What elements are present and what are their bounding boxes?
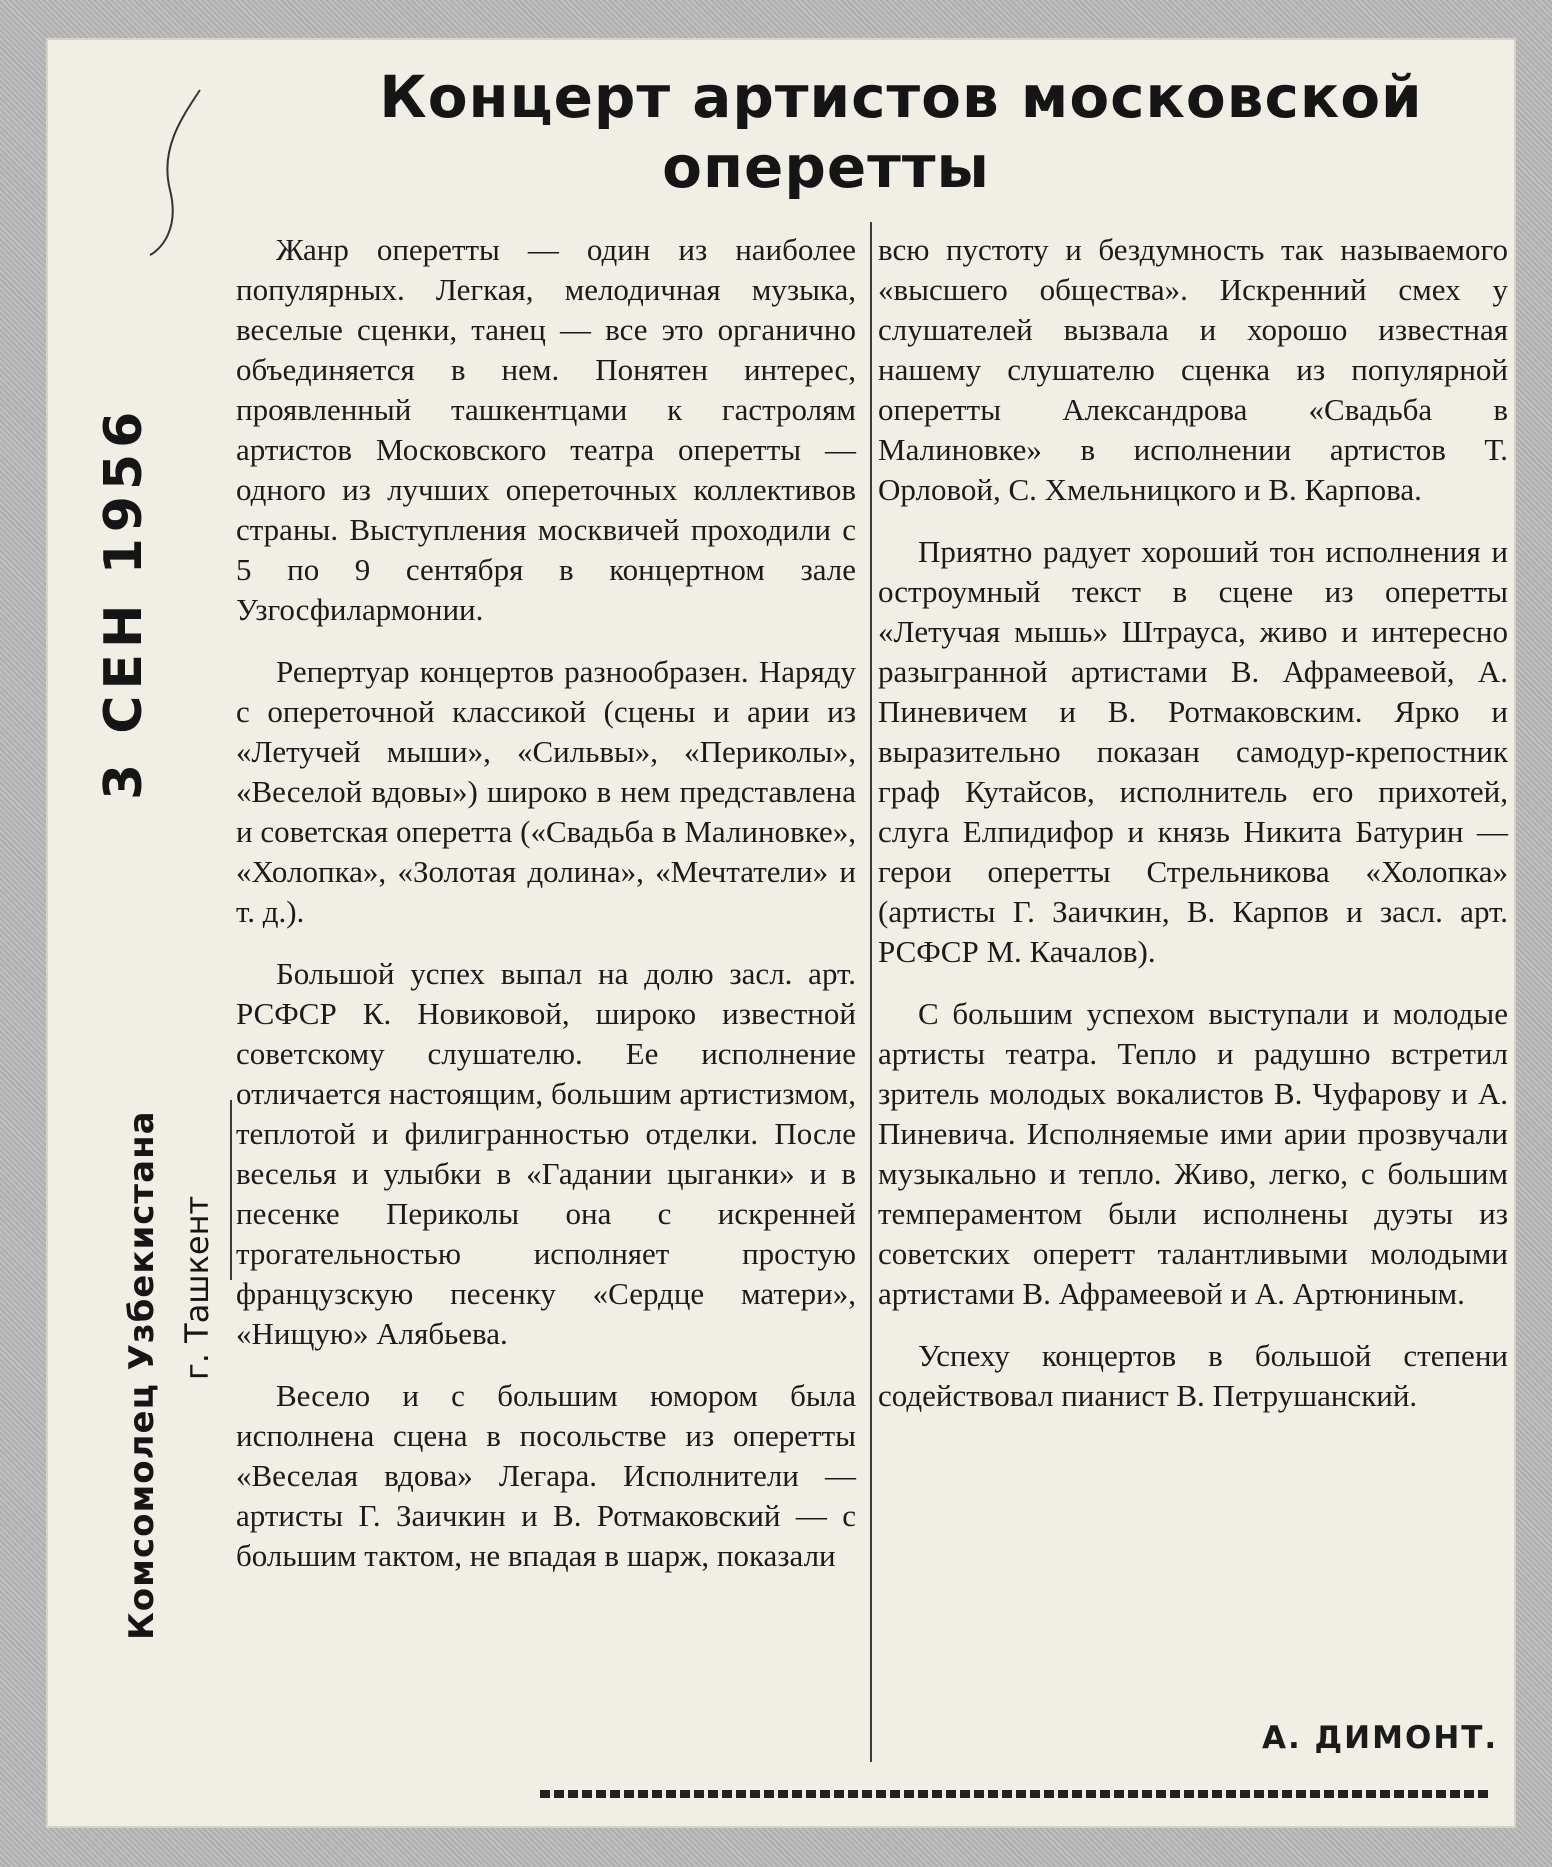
- paragraph: Успеху концертов в большой степени содействовал пианист В. Петрушанский.: [878, 1338, 1508, 1413]
- paragraph: Репертуар концертов разнообразен. Наряду с опереточной классикой (сцены и арии из «Летучей мыши», «Сильвы», «Периколы», «Веселой вдовы») широко в нем представлена и советская оперетта («Свадьба в Малиновке», «Холопка», «Золотая долина», «Мечтатели» и т. д.).: [236, 654, 856, 929]
- paragraph: Приятно радует хороший тон исполнения и остроумный текст в сцене из оперетты «Летучая мышь» Штрауса, живо и интересно разыгранной артистами В. Афрамеевой, А. Пиневичем и В. Ротмаковским. Ярко и выразительно показан самодур-крепостник граф Кутайсов, исполнитель его прихотей, слуга Елпидифор и князь Никита Батурин — герои оперетты Стрельникова «Холопка» (артисты Г. Заичкин, В. Карпов и засл. арт. РСФСР М. Качалов).: [878, 534, 1508, 969]
- bottom-rule: [540, 1790, 1490, 1798]
- left-column: [236, 230, 856, 1598]
- margin-line: [230, 1100, 232, 1280]
- title-line-2: оперетты: [662, 133, 990, 201]
- author-signature: А. ДИМОНТ.: [1262, 1720, 1499, 1756]
- stamp-city: г. Ташкент: [178, 1195, 216, 1380]
- article-title: [0, 62, 1552, 202]
- stamp-date: 3 СЕН 1956: [94, 405, 154, 800]
- stamp-newspaper: Комсомолец Узбекистана: [122, 1110, 162, 1640]
- title-line-1: Концерт артистов московской: [379, 63, 1423, 131]
- column-divider: [870, 222, 872, 1762]
- paragraph: всю пустоту и бездумность так называемого «высшего общества». Искренний смех у слушателей вызвала и хорошо известная нашему слушателю сценка из популярной оперетты Александрова «Свадьба в Малиновке» в исполнении артистов Т. Орловой, С. Хмельницкого и В. Карпова.: [878, 232, 1508, 507]
- paragraph: Большой успех выпал на долю засл. арт. РСФСР К. Новиковой, широко известной советскому слушателю. Ее исполнение отличается настоящим, большим артистизмом, теплотой и филигранностью отделки. После веселья и улыбки в «Гадании цыганки» и в песенке Периколы она с искренней трогательностью исполняет простую французскую песенку «Сердце матери», «Нищую» Алябьева.: [236, 956, 856, 1351]
- paragraph: С большим успехом выступали и молодые артисты театра. Тепло и радушно встретил зритель молодых вокалистов В. Чуфарову и А. Пиневича. Исполняемые ими арии прозвучали музыкально и тепло. Живо, легко, с большим темпераментом были исполнены дуэты из советских оперетт талантливыми молодыми артистами В. Афрамеевой и А. Артюниным.: [878, 996, 1508, 1311]
- right-column: [878, 230, 1508, 1438]
- paragraph: Жанр оперетты — один из наиболее популярных. Легкая, мелодичная музыка, веселые сценки, танец — все это органично объединяется в нем. Понятен интерес, проявленный ташкентцами к гастролям артистов Московского театра оперетты — одного из лучших опереточных коллективов страны. Выступления москвичей проходили с 5 по 9 сентября в концертном зале Узгосфилармонии.: [236, 232, 856, 627]
- paragraph: Весело и с большим юмором была исполнена сцена в посольстве из оперетты «Веселая вдова» Легара. Исполнители — артисты Г. Заичкин и В. Ротмаковский — с большим тактом, не впадая в шарж, показали: [236, 1378, 856, 1573]
